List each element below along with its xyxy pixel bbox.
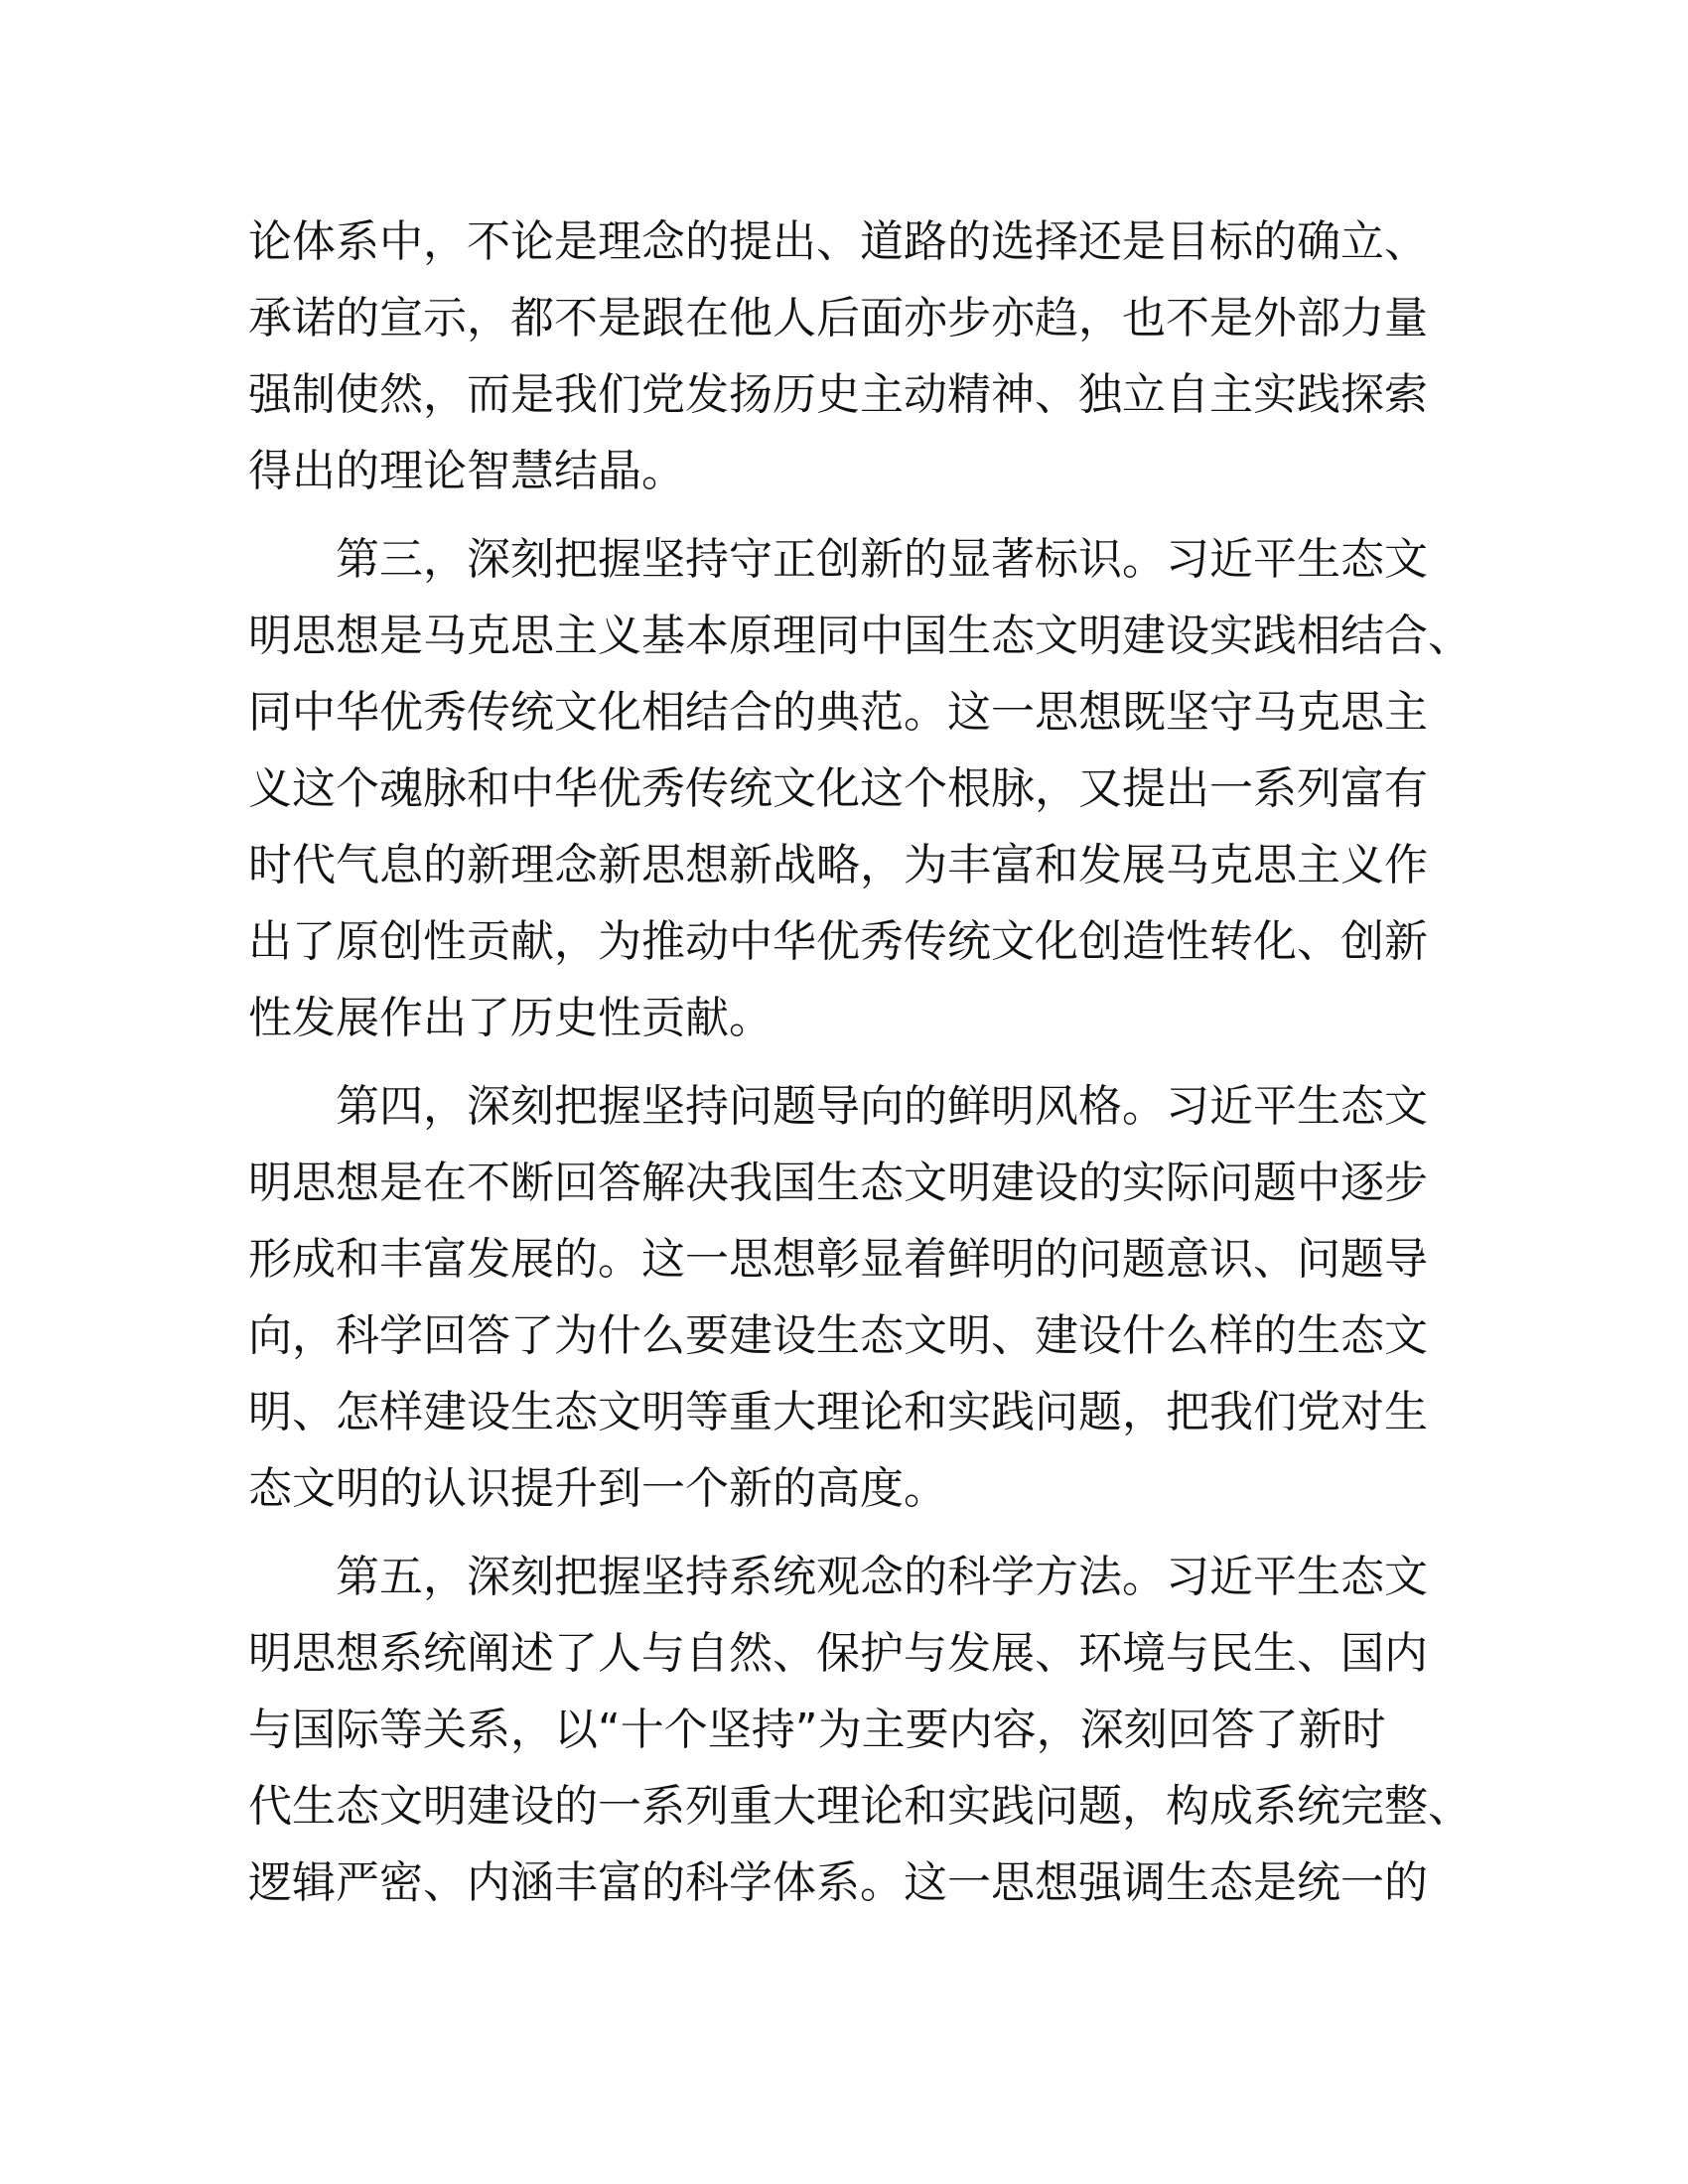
- paragraph-line: 态文明的认识提升到一个新的高度。: [248, 1463, 947, 1514]
- paragraph-line: 承诺的宣示，都不是跟在他人后面亦步亦趋，也不是外部力量: [248, 293, 1428, 343]
- paragraph-line: 明思想系统阐述了人与自然、保护与发展、环境与民生、国内: [248, 1628, 1428, 1679]
- paragraph-line: 强制使然，而是我们党发扬历史主动精神、独立自主实践探索: [248, 369, 1428, 420]
- paragraph-line: 明、怎样建设生态文明等重大理论和实践问题，把我们党对生: [248, 1387, 1428, 1437]
- paragraph-line: 出了原创性贡献，为推动中华优秀传统文化创造性转化、创新: [248, 916, 1428, 967]
- paragraph-line: 第三，深刻把握坚持守正创新的显著标识。习近平生态文: [336, 534, 1428, 585]
- paragraph-line: 第五，深刻把握坚持系统观念的科学方法。习近平生态文: [336, 1552, 1428, 1602]
- paragraph-3: [248, 1068, 1465, 1527]
- paragraph-line: 得出的理论智慧结晶。: [248, 446, 685, 496]
- paragraph-line: 性发展作出了历史性贡献。: [248, 993, 773, 1043]
- paragraph-line: 同中华优秀传统文化相结合的典范。这一思想既坚守马克思主: [248, 687, 1428, 738]
- paragraph-line: 义这个魂脉和中华优秀传统文化这个根脉，又提出一系列富有: [248, 763, 1428, 814]
- paragraph-4: [248, 1539, 1472, 1921]
- document-body: [248, 204, 1472, 1933]
- paragraph-1: [248, 204, 1465, 509]
- paragraph-line: 代生态文明建设的一系列重大理论和实践问题，构成系统完整、: [248, 1781, 1472, 1832]
- paragraph-line: 明思想是在不断回答解决我国生态文明建设的实际问题中逐步: [248, 1158, 1428, 1208]
- paragraph-line: 第四，深刻把握坚持问题导向的鲜明风格。习近平生态文: [336, 1081, 1428, 1132]
- paragraph-line: 与国际等关系，以“十个坚持”为主要内容，深刻回答了新时: [248, 1705, 1386, 1755]
- paragraph-line: 形成和丰富发展的。这一思想彰显着鲜明的问题意识、问题导: [248, 1234, 1428, 1285]
- paragraph-2: [248, 521, 1472, 1056]
- paragraph-line: 论体系中，不论是理念的提出、道路的选择还是目标的确立、: [248, 216, 1428, 267]
- paragraph-line: 时代气息的新理念新思想新战略，为丰富和发展马克思主义作: [248, 840, 1428, 890]
- paragraph-line: 向，科学回答了为什么要建设生态文明、建设什么样的生态文: [248, 1310, 1428, 1361]
- paragraph-line: 逻辑严密、内涵丰富的科学体系。这一思想强调生态是统一的: [248, 1857, 1428, 1908]
- paragraph-line: 明思想是马克思主义基本原理同中国生态文明建设实践相结合、: [248, 611, 1472, 661]
